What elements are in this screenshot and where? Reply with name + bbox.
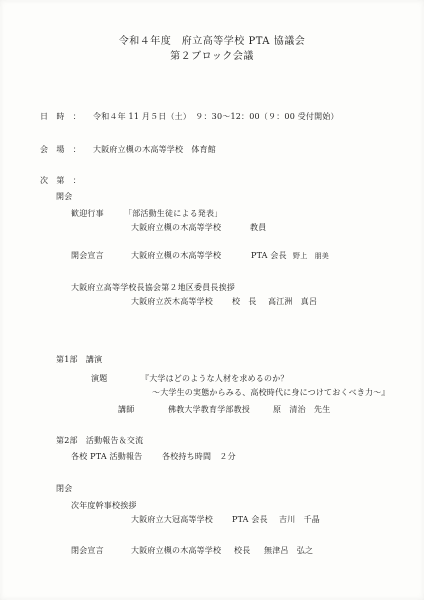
declaration-name: 野上 朋美 [293,252,329,260]
opening-heading: 開会 [56,192,73,201]
venue-label: 会 場 ： [40,145,81,154]
report-time: 各校持ち時間 ２分 [162,452,236,461]
lecturer-name: 原 清治 先生 [273,405,331,414]
lecturer-org: 佛教大学教育学部教授 [168,405,250,414]
greeting-label: 大阪府立高等学校長協会第２地区委員長挨拶 [71,283,235,292]
welcome-label: 歓迎行事 [71,209,104,218]
next-host-school: 大阪府立大冠高等学校 [131,515,213,524]
closing-declaration-name: 無津呂 弘之 [264,546,314,555]
welcome-person: 教員 [250,223,267,232]
closing-declaration-role: 校長 [234,546,251,555]
greeting-name: 高江洲 真呂 [268,297,318,306]
report-label: 各校 PTA 活動報告 [71,452,143,461]
part1-heading: 第1部 講演 [56,355,103,364]
document-subtitle: 第２ブロック会議 [170,51,254,62]
document-title: 令和４年度 府立高等学校 PTA 協議会 [118,36,306,47]
theme-line1: 『大学はどのような人材を求めるのか？ [141,374,289,383]
theme-line2: 〜大学生の実態からみる、高校時代に身につけておくべき力〜』 [152,388,390,397]
closing-declaration-label: 閉会宣言 [71,546,104,555]
welcome-title: 「部活動生徒による発表」 [124,209,223,218]
next-host-label: 次年度幹事校挨拶 [71,501,137,510]
date-label: 日 時 ： [40,112,81,121]
declaration-label: 開会宣言 [71,251,104,260]
welcome-school: 大阪府立槻の木高等学校 [131,223,222,232]
greeting-school: 大阪府立茨木高等学校 [131,297,213,306]
program-label: 次 第 ： [40,176,81,185]
part2-heading: 第2部 活動報告＆交流 [56,436,144,445]
closing-declaration-school: 大阪府立槻の木高等学校 [131,546,222,555]
closing-heading: 閉会 [56,484,73,493]
next-host-role: PTA 会長 [232,515,268,524]
declaration-school: 大阪府立槻の木高等学校 [131,251,222,260]
date-value: 令和４年 11 月５日（土） ９：30〜12：00（９：00 受付開始） [93,112,339,121]
theme-label: 演題 [91,374,108,383]
declaration-role: PTA 会長 [251,251,287,260]
venue-value: 大阪府立槻の木高等学校 体育館 [93,145,216,154]
next-host-name: 吉川 千晶 [279,515,320,524]
greeting-role: 校 長 [232,297,257,306]
lecturer-label: 講師 [118,405,135,414]
